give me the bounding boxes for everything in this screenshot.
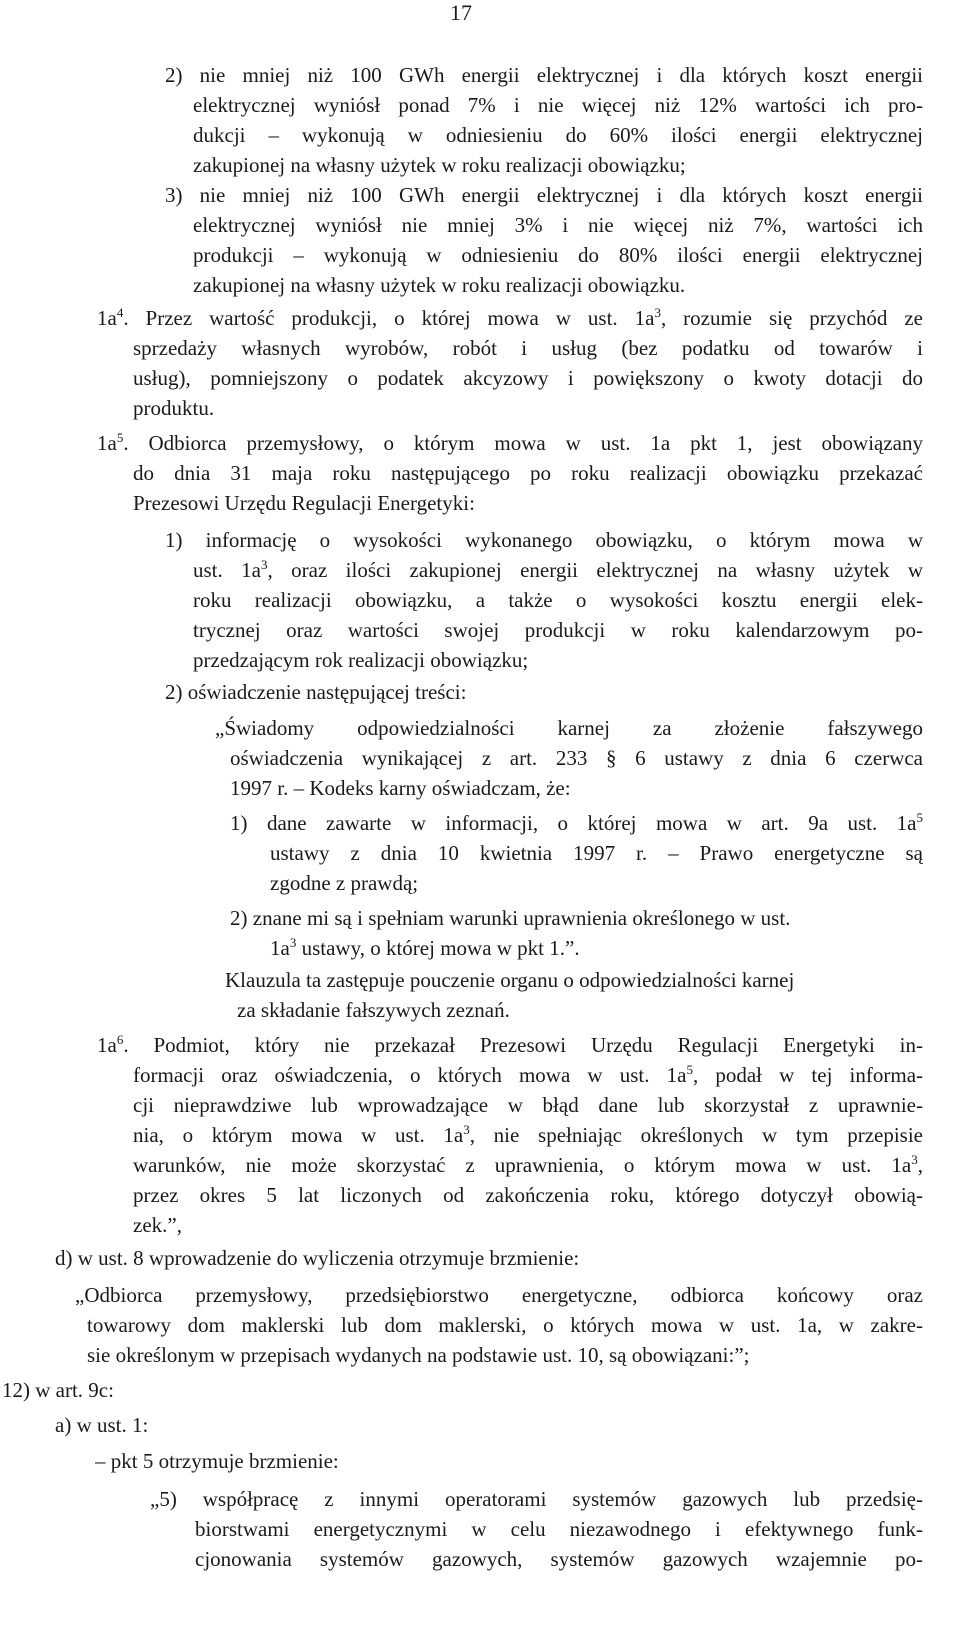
statement-point-2-line-1: 2) znane mi są i spełniam warunki uprawnienia określonego w ust. [230, 906, 791, 930]
subitem-2-line-1: 2) oświadczenie następującej treści: [165, 680, 467, 704]
item-pkt5 [95, 1446, 923, 1476]
section-1a6-line-6: przez okres 5 lat liczonych od zakończenia roku, którego dotyczył obowią- [133, 1183, 923, 1207]
section-1a6-line-4: nia, o którym mowa w ust. $1a^3$, nie spełniając określonych w tym przepisie [133, 1122, 923, 1147]
quote-5-line-2: biorstwami energetycznymi w celu niezawodnego i efektywnego funk- [195, 1517, 923, 1541]
section-1a5-line-1: $1a^5$. Odbiorca przemysłowy, o którym mowa w ust. 1a pkt 1, jest obowiązany [97, 430, 923, 455]
statement-point-1-line-2: ustawy z dnia 10 kwietnia 1997 r. – Prawo energetyczne są [270, 841, 923, 865]
statement-line-1: „Świadomy odpowiedzialności karnej za złożenie fałszywego [215, 716, 923, 740]
subitem-1-line-4: trycznej oraz wartości swojej produkcji w roku kalendarzowym po- [193, 618, 923, 642]
item-3-line-4: zakupionej na własny użytek w roku realizacji obowiązku. [193, 273, 686, 297]
statement-point-1-line-1: 1) dane zawarte w informacji, o której mowa w art. 9a ust. $1a^5$ [230, 810, 923, 835]
quote-d-line-1: „Odbiorca przemysłowy, przedsiębiorstwo energetyczne, odbiorca końcowy oraz [75, 1283, 923, 1307]
subitem-1-line-5: przedzającym rok realizacji obowiązku; [193, 648, 529, 672]
item-12 [2, 1375, 902, 1405]
statement-point-2-line-2: $1a^3$ ustawy, o której mowa w pkt 1.”. [270, 935, 580, 960]
subitem-1-line-2: ust. $1a^3$, oraz ilości zakupionej energii elektrycznej na własny użytek w [193, 557, 923, 582]
statement-point-1 [230, 808, 923, 898]
item-d [55, 1243, 923, 1273]
section-1a4 [97, 303, 923, 423]
quote-d-line-3: sie określonym w przepisach wydanych na podstawie ust. 10, są obowiązani:”; [87, 1343, 750, 1367]
quote-d-line-2: towarowy dom maklerski lub dom maklerski, o których mowa w ust. 1a, w zakre- [87, 1313, 923, 1337]
section-1a6-line-7: zek.”, [133, 1213, 182, 1237]
quote-5-line-1: „5) współpracę z innymi operatorami systemów gazowych lub przedsię- [150, 1487, 923, 1511]
subitem-1 [165, 525, 923, 675]
item-a-line-1: a) w ust. 1: [55, 1413, 149, 1437]
statement-clause-line-2: za składanie fałszywych zeznań. [237, 998, 510, 1022]
quote-5-line-3: cjonowania systemów gazowych, systemów gazowych wzajemnie po- [195, 1547, 923, 1571]
item-2-line-4: zakupionej na własny użytek w roku realizacji obowiązku; [193, 153, 686, 177]
item-3-line-2: elektrycznej wyniósł nie mniej 3% i nie więcej niż 7%, wartości ich [193, 213, 923, 237]
statement-clause-line-1: Klauzula ta zastępuje pouczenie organu o odpowiedzialności karnej [225, 968, 795, 992]
statement-quote [215, 713, 923, 803]
section-1a4-line-1: $1a^4$. Przez wartość produkcji, o której mowa w ust. $1a^3$, rozumie się przychód ze [97, 305, 923, 330]
quote-5 [150, 1484, 923, 1574]
section-1a5 [97, 428, 923, 518]
subitem-1-line-3: roku realizacji obowiązku, a także o wysokości kosztu energii elek- [193, 588, 923, 612]
section-1a6-line-3: cji nieprawdziwe lub wprowadzające w błąd dane lub skorzystał z uprawnie- [133, 1093, 923, 1117]
section-1a5-line-2: do dnia 31 maja roku następującego po roku realizacji obowiązku przekazać [133, 461, 923, 485]
section-1a5-line-3: Prezesowi Urzędu Regulacji Energetyki: [133, 491, 475, 515]
section-1a4-line-2: sprzedaży własnych wyrobów, robót i usług (bez podatku od towarów i [133, 336, 923, 360]
item-2-line-2: elektrycznej wyniósł ponad 7% i nie więcej niż 12% wartości ich pro- [193, 93, 923, 117]
section-1a6 [97, 1030, 923, 1240]
statement-line-3: 1997 r. – Kodeks karny oświadczam, że: [230, 776, 571, 800]
subitem-1-line-1: 1) informację o wysokości wykonanego obowiązku, o którym mowa w [165, 528, 923, 552]
page-number: 17 [450, 0, 472, 25]
item-a [55, 1410, 923, 1440]
list-item-3 [165, 180, 923, 300]
section-1a4-line-4: produktu. [133, 396, 215, 420]
item-3-line-1: 3) nie mniej niż 100 GWh energii elektrycznej i dla których koszt energii [165, 183, 923, 207]
item-3-line-3: produkcji – wykonują w odniesieniu do 80% ilości energii elektrycznej [193, 243, 923, 267]
section-1a6-line-5: warunków, nie może skorzystać z uprawnienia, o którym mowa w ust. $1a^3$, [133, 1152, 923, 1177]
item-2-line-1: 2) nie mniej niż 100 GWh energii elektrycznej i dla których koszt energii [165, 63, 923, 87]
statement-point-1-line-3: zgodne z prawdą; [270, 871, 419, 895]
item-12-line-1: 12) w art. 9c: [2, 1378, 114, 1402]
item-2-line-3: dukcji – wykonują w odniesieniu do 60% ilości energii elektrycznej [193, 123, 923, 147]
list-item-2 [165, 60, 923, 180]
section-1a4-line-3: usług), pomniejszony o podatek akcyzowy i powiększony o kwoty dotacji do [133, 366, 923, 390]
statement-clause [225, 965, 923, 1025]
section-1a6-line-2: formacji oraz oświadczenia, o których mowa w ust. $1a^5$, podał w tej informa- [133, 1062, 923, 1087]
subitem-2 [165, 677, 923, 707]
item-d-line-1: d) w ust. 8 wprowadzenie do wyliczenia otrzymuje brzmienie: [55, 1246, 580, 1270]
item-pkt5-line-1: – pkt 5 otrzymuje brzmienie: [95, 1449, 339, 1473]
statement-line-2: oświadczenia wynikającej z art. 233 § 6 ustawy z dnia 6 czerwca [230, 746, 923, 770]
statement-point-2 [230, 903, 923, 963]
quote-d [75, 1280, 923, 1370]
section-1a6-line-1: $1a^6$. Podmiot, który nie przekazał Prezesowi Urzędu Regulacji Energetyki in- [97, 1032, 923, 1057]
